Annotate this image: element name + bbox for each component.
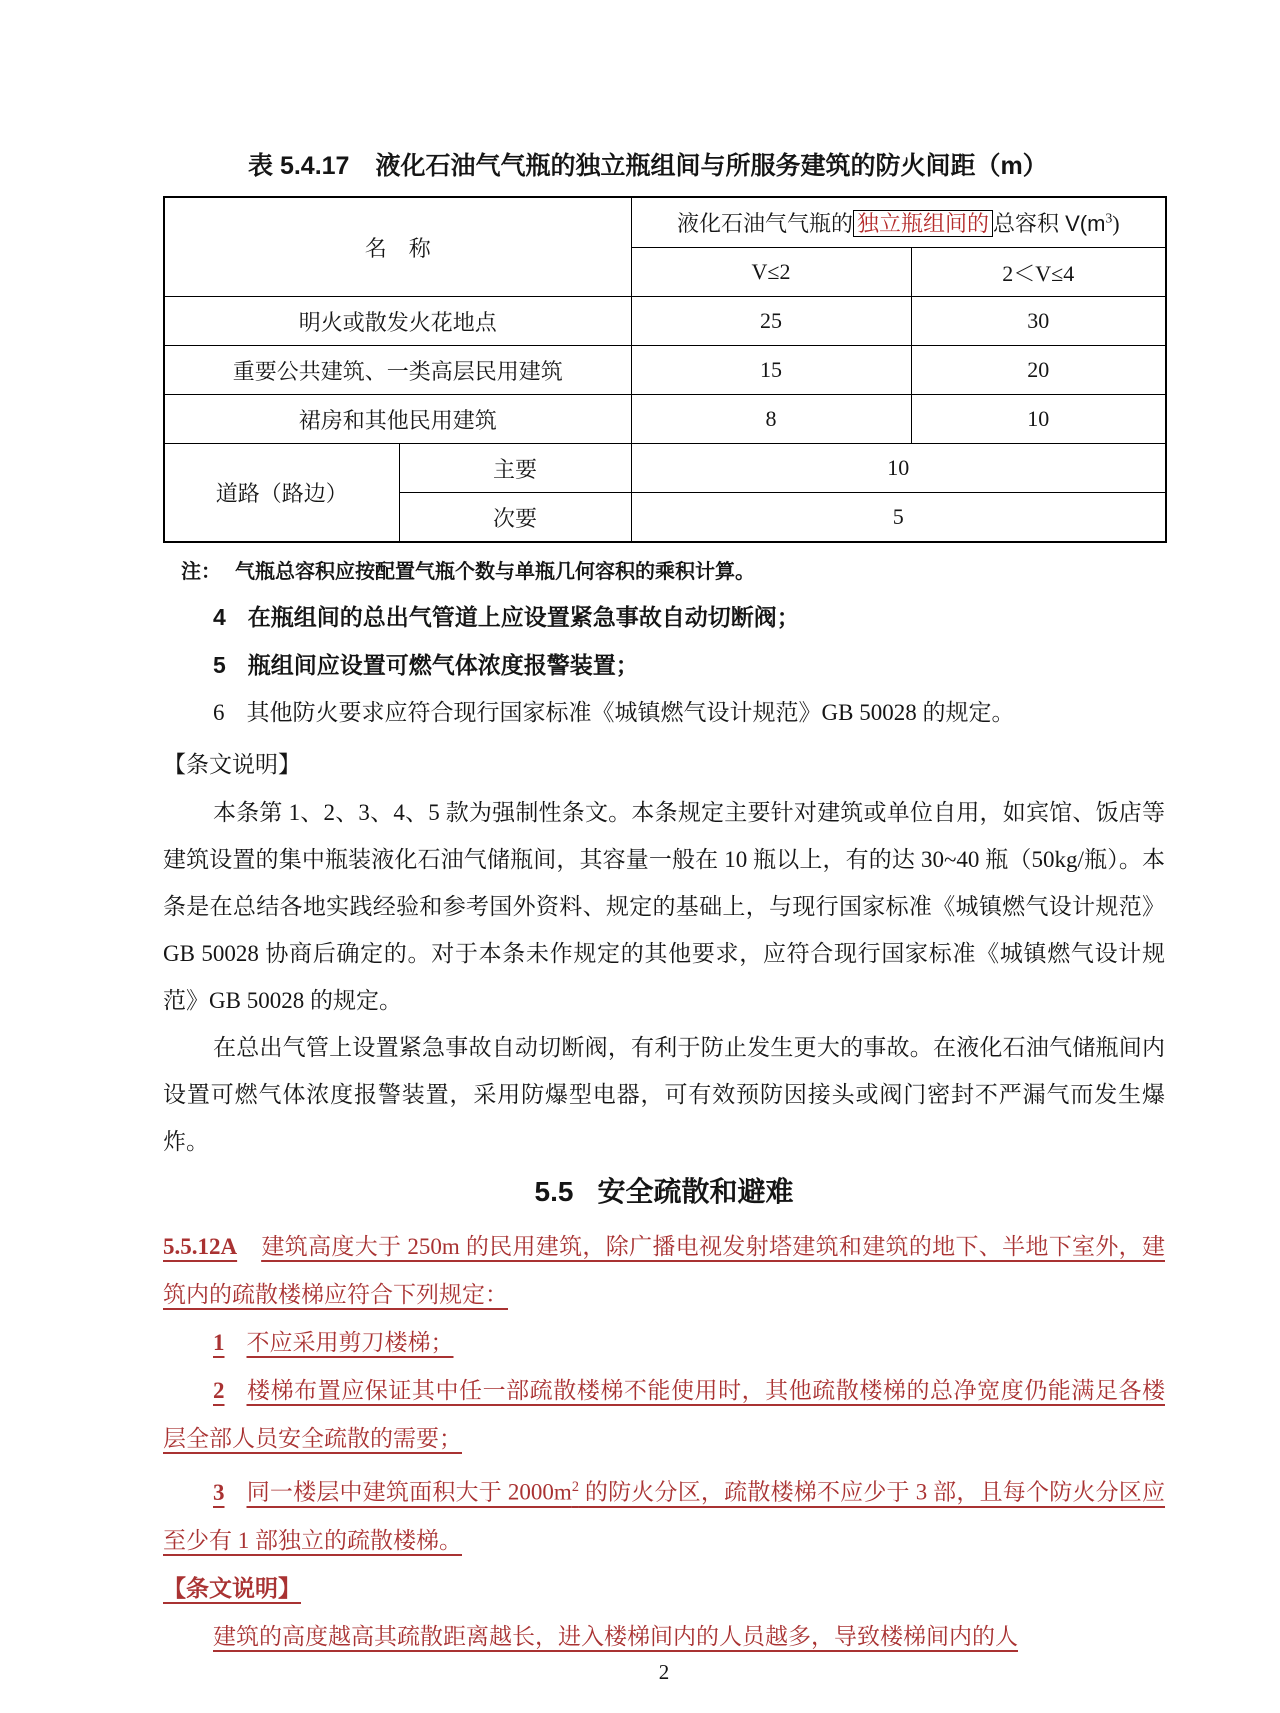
header-cell-v2: 2＜V≤4 xyxy=(911,248,1166,297)
road-sub-value: 10 xyxy=(631,444,1166,493)
table-caption-title: 液化石油气气瓶的独立瓶组间与所服务建筑的防火间距（m） xyxy=(375,152,1048,180)
capacity-suffix: 总容积 V(m xyxy=(992,211,1106,236)
revision-item-3 xyxy=(163,1463,1165,1565)
row-value-v2: 10 xyxy=(911,395,1166,444)
row-value-v1: 25 xyxy=(631,297,911,346)
row-name: 裙房和其他民用建筑 xyxy=(164,395,631,444)
capacity-boxed-revision: 独立瓶组间的 xyxy=(853,210,993,237)
row-value-v2: 30 xyxy=(911,297,1166,346)
item-number: 4 xyxy=(213,604,226,630)
row-name-road: 道路（路边） xyxy=(164,444,399,543)
explanation-paragraph: 在总出气管上设置紧急事故自动切断阀，有利于防止发生更大的事故。在液化石油气储瓶间内设置可燃气体浓度报警装置，采用防爆型电器，可有效预防因接头或阀门密封不严漏气而发生爆炸。 xyxy=(163,1035,1165,1154)
road-sub-label: 主要 xyxy=(399,444,631,493)
clause-item-4 xyxy=(163,593,1165,641)
table-note-label: 注： xyxy=(181,561,221,583)
table-caption-number: 表 5.4.17 xyxy=(248,152,350,180)
row-name: 明火或散发火花地点 xyxy=(164,297,631,346)
item-number: 1 xyxy=(213,1330,225,1355)
road-sub-value: 5 xyxy=(631,493,1166,543)
table-note-text: 气瓶总容积应按配置气瓶个数与单瓶几何容积的乘积计算。 xyxy=(235,561,755,583)
item-number: 5 xyxy=(213,652,226,678)
revision-clause-number: 5.5.12A xyxy=(163,1234,238,1259)
revision-item-2 xyxy=(163,1367,1165,1463)
clause-items xyxy=(163,593,1165,737)
row-value-v2: 20 xyxy=(911,346,1166,395)
item-text: 楼梯布置应保证其中任一部疏散楼梯不能使用时，其他疏散楼梯的总净宽度仍能满足各楼层全部人员安全疏散的需要； xyxy=(163,1378,1165,1451)
revision-explanation-text: 建筑的高度越高其疏散距离越长，进入楼梯间内的人员越多，导致楼梯间内的人 xyxy=(213,1623,1018,1649)
table-row xyxy=(164,346,1166,395)
table-row-road-major xyxy=(164,444,1166,493)
table-note xyxy=(163,559,1165,585)
clause-item-5 xyxy=(163,641,1165,689)
table-row xyxy=(164,297,1166,346)
capacity-superscript: 3 xyxy=(1105,210,1113,226)
item-text-pre: 同一楼层中建筑面积大于 2000m xyxy=(246,1479,572,1505)
capacity-close-paren: ) xyxy=(1112,211,1120,236)
item-text: 在瓶组间的总出气管道上应设置紧急事故自动切断阀； xyxy=(247,604,800,630)
explanation-paragraph: 本条第 1、2、3、4、5 款为强制性条文。本条规定主要针对建筑或单位自用，如宾馆、饭店等建筑设置的集中瓶装液化石油气储瓶间，其容量一般在 10 瓶以上，有的达 30~40 瓶（50kg/瓶）。本条是在总结各地实践经验和参考国外资料、规定的基础上，与现行国家标准《城镇燃气设计规范》GB 50028 协商后确定的。对于本条未作规定的其他要求，应符合现行国家标准《城镇燃气设计规范》GB 50028 的规定。 xyxy=(163,800,1165,1013)
table-row xyxy=(164,395,1166,444)
revision-clause-text: 建筑高度大于 250m 的民用建筑，除广播电视发射塔建筑和建筑的地下、半地下室外，建筑内的疏散楼梯应符合下列规定： xyxy=(163,1234,1165,1307)
item-number: 2 xyxy=(213,1378,225,1403)
header-cell-capacity xyxy=(631,197,1166,248)
revision-item-1 xyxy=(163,1319,1165,1367)
explanation-heading: 【条文说明】 xyxy=(163,752,301,777)
item-text: 瓶组间应设置可燃气体浓度报警装置； xyxy=(247,652,639,678)
table-caption xyxy=(163,150,1165,182)
section-heading xyxy=(163,1171,1165,1213)
table-header-row-1 xyxy=(164,197,1166,248)
revision-clause-intro xyxy=(163,1223,1165,1319)
clause-item-6 xyxy=(163,689,1165,737)
row-name: 重要公共建筑、一类高层民用建筑 xyxy=(164,346,631,395)
row-value-v1: 15 xyxy=(631,346,911,395)
road-sub-label: 次要 xyxy=(399,493,631,543)
item-text-post: 的防火分区，疏散楼梯不应少于 3 部，且每个防火分区应至少有 1 部独立的疏散楼梯。 xyxy=(163,1479,1166,1553)
item-superscript: 2 xyxy=(571,1479,579,1495)
revision-explanation-heading: 【条文说明】 xyxy=(163,1575,301,1601)
item-text: 不应采用剪刀楼梯； xyxy=(246,1330,454,1355)
item-text: 其他防火要求应符合现行国家标准《城镇燃气设计规范》GB 50028 的规定。 xyxy=(246,700,1015,725)
page-number: 2 xyxy=(658,1660,670,1684)
header-cell-name: 名 称 xyxy=(164,197,631,297)
section-title: 安全疏散和避难 xyxy=(597,1176,794,1207)
section-number: 5.5 xyxy=(534,1176,574,1207)
item-number: 6 xyxy=(213,700,225,725)
fire-separation-table xyxy=(163,196,1167,543)
item-number: 3 xyxy=(213,1479,225,1505)
header-cell-v1: V≤2 xyxy=(631,248,911,297)
capacity-prefix: 液化石油气气瓶的 xyxy=(676,211,853,236)
row-value-v1: 8 xyxy=(631,395,911,444)
